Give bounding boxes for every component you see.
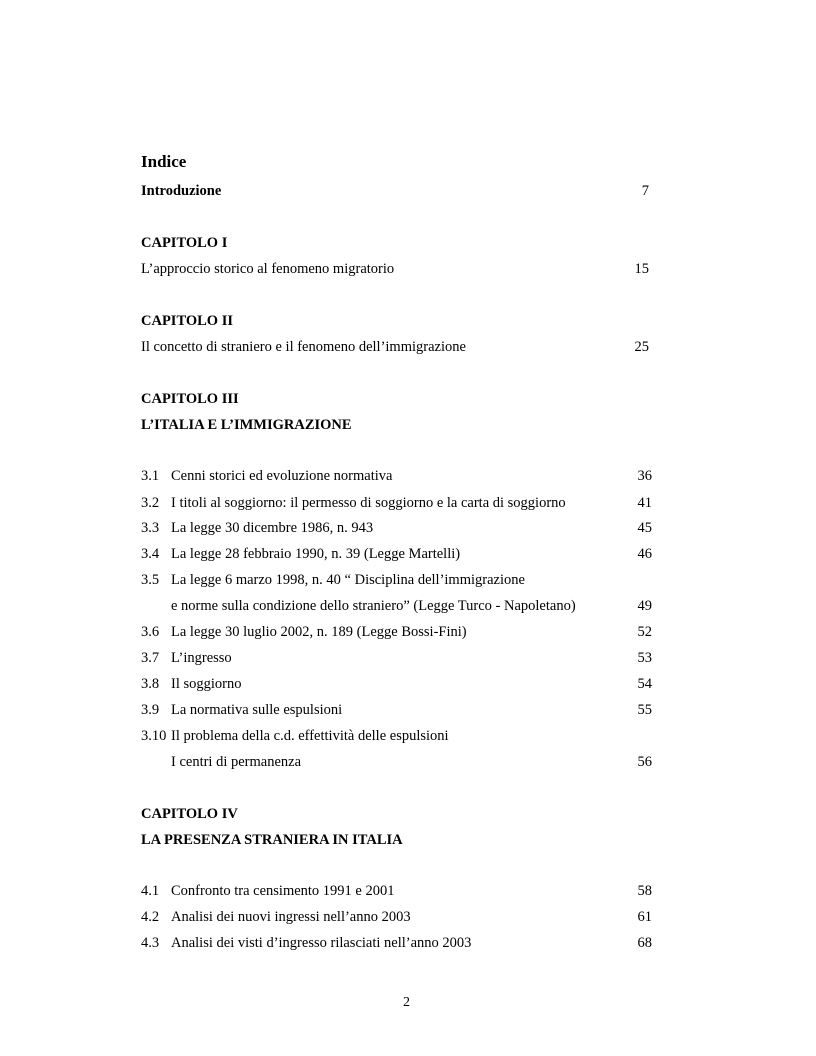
chapter-1-entry-page: 15 [634, 261, 649, 277]
toc-item-label: Analisi dei nuovi ingressi nell’anno 2003 [171, 909, 411, 925]
chapter-4-heading: CAPITOLO IV [141, 806, 238, 822]
toc-item-number: 3.7 [141, 650, 160, 666]
toc-item-number: 3.1 [141, 468, 160, 484]
chapter-3-heading: CAPITOLO III [141, 391, 239, 407]
toc-item-label: La legge 28 febbraio 1990, n. 39 (Legge Martelli) [171, 546, 461, 562]
toc-item-number: 3.3 [141, 520, 160, 536]
toc-item-label: I titoli al soggiorno: il permesso di soggiorno e la carta di soggiorno [171, 495, 566, 511]
chapter-2-entry-page: 25 [634, 339, 649, 355]
toc-intro-page: 7 [641, 183, 649, 199]
chapter-2-entry-label: Il concetto di straniero e il fenomeno dell’immigrazione [141, 339, 466, 355]
toc-item-label: La legge 30 dicembre 1986, n. 943 [171, 520, 374, 536]
toc-item-page: 53 [637, 650, 652, 666]
toc-item-page: 36 [637, 468, 652, 484]
toc-item-number: 3.10 [141, 728, 167, 744]
toc-item-page: 52 [637, 624, 652, 640]
toc-item-label: Analisi dei visti d’ingresso rilasciati nell’anno 2003 [171, 935, 472, 951]
toc-item-label: La legge 6 marzo 1998, n. 40 “ Disciplina dell’immigrazione [171, 572, 525, 588]
toc-item-label-continued: e norme sulla condizione dello straniero” (Legge Turco - Napoletano) [171, 598, 576, 614]
toc-item-label: Cenni storici ed evoluzione normativa [171, 468, 393, 484]
toc-item-number: 4.3 [141, 935, 160, 951]
toc-item-page: 55 [637, 702, 652, 718]
page-number: 2 [403, 995, 410, 1010]
toc-item-number: 3.6 [141, 624, 160, 640]
toc-item-label: L’ingresso [171, 650, 232, 666]
chapter-1-heading: CAPITOLO I [141, 235, 228, 251]
toc-item-number: 4.1 [141, 883, 160, 899]
toc-item-page: 49 [637, 598, 652, 614]
toc-item-page: 56 [637, 754, 652, 770]
page-title: Indice [141, 152, 187, 171]
toc-item-page: 68 [637, 935, 652, 951]
toc-item-label: Il soggiorno [171, 676, 242, 692]
toc-item-number: 3.5 [141, 572, 160, 588]
toc-item-page: 61 [637, 909, 652, 925]
toc-item-label: Il problema della c.d. effettività delle espulsioni [171, 728, 449, 744]
toc-item-page: 45 [637, 520, 652, 536]
toc-item-page: 41 [637, 495, 652, 511]
chapter-2-heading: CAPITOLO II [141, 313, 233, 329]
toc-item-number: 3.8 [141, 676, 160, 692]
toc-item-number: 3.2 [141, 495, 160, 511]
toc-item-label-continued: I centri di permanenza [171, 754, 302, 770]
toc-item-label: La normativa sulle espulsioni [171, 702, 343, 718]
toc-item-page: 54 [637, 676, 652, 692]
toc-item-label: La legge 30 luglio 2002, n. 189 (Legge Bossi-Fini) [171, 624, 467, 640]
toc-item-number: 4.2 [141, 909, 160, 925]
chapter-1-entry-label: L’approccio storico al fenomeno migratorio [141, 261, 395, 277]
toc-item-page: 46 [637, 546, 652, 562]
toc-item-number: 3.4 [141, 546, 160, 562]
toc-item-label: Confronto tra censimento 1991 e 2001 [171, 883, 395, 899]
toc-item-page: 58 [637, 883, 652, 899]
chapter-3-subtitle: L’ITALIA E L’IMMIGRAZIONE [141, 417, 352, 433]
toc-item-number: 3.9 [141, 702, 160, 718]
chapter-4-subtitle: LA PRESENZA STRANIERA IN ITALIA [141, 832, 403, 848]
toc-intro-label: Introduzione [141, 183, 222, 199]
